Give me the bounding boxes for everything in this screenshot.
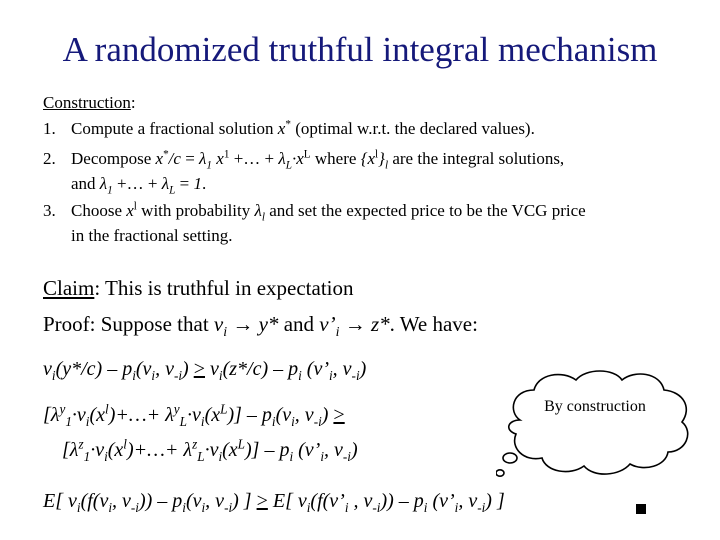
claim-heading: Claim <box>43 276 95 300</box>
construction-item-1: 1. Compute a fractional solution x* (optimal w.r.t. the declared values). <box>43 118 535 138</box>
construction-item-2-line-2: and $\lambda_1$ +… + $\lambda_L = 1$. <box>71 174 207 197</box>
construction-item-3: 3. Choose $x^l$ with probability $\lambda_l$ and set the expected price to be the VCG price <box>43 200 586 224</box>
qed-symbol <box>636 504 646 514</box>
inequality-line-3: $[\lambda^z_1\cdot v_i(x^l)+\dots+ \lambda^z_L\cdot v_i(x^L)] - p_i$ ($v’_i$, $v_{-i}$) <box>62 436 358 464</box>
thought-bubble-callout <box>496 368 696 488</box>
construction-heading-line: Construction: <box>43 93 136 112</box>
claim-line: Claim: This is truthful in expectation <box>43 276 354 300</box>
construction-heading: Construction <box>43 93 131 112</box>
inequality-line-2: $[\lambda^y_1\cdot v_i(x^l)+\dots+ \lambda^y_L\cdot v_i(x^L)] - p_i(v_i$, $v_{-i}$) > <box>43 401 345 429</box>
inequality-line-1: $v_i(y*/c) - p_i(v_i$, $v_{-i}) > v_i(z*/c) - p_i$ ($v’_i$, $v_{-i}$) <box>43 358 367 383</box>
thought-dot-small <box>496 470 504 476</box>
callout-text: By construction <box>544 398 646 415</box>
slide-title: A randomized truthful integral mechanism <box>62 30 658 69</box>
cloud-shape <box>509 371 688 474</box>
thought-dot-large <box>503 453 517 463</box>
construction-item-2: 2. Decompose $x^*/c = \lambda_1$ $x^1$ +… + $\lambda_L\cdot x^L$ where $\{x^l\}_l$ are the integral solutions, <box>43 148 565 172</box>
construction-item-3-line-2: in the fractional setting. <box>71 226 233 245</box>
proof-line: Proof: Suppose that $v_i \to y*$ and $v’_i \to z*$. We have: <box>43 312 478 340</box>
inequality-line-4: E[ $v_i(f(v_i$, $v_{-i})) - p_i(v_i$, $v_{-i}$) ] > E[ $v_i(f(v’_i$ , $v_{-i})) - p_i$ ($v’_i$, $v_{-i}$) ] <box>43 490 505 515</box>
